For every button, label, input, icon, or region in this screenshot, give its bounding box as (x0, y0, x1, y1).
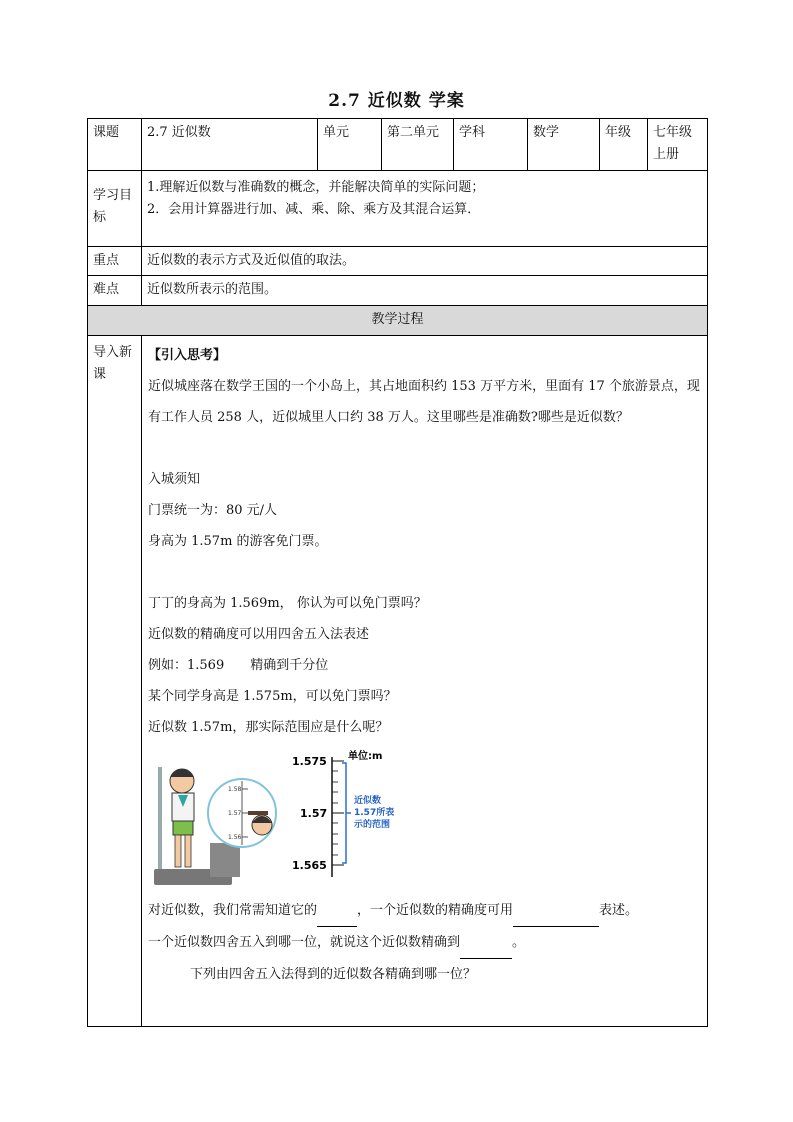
answer-blank[interactable] (317, 895, 357, 927)
bracket-label: 近似数 (354, 796, 382, 806)
goal-item: 2．会用计算器进行加、减、乘、除、乘方及其混合运算． (147, 202, 481, 217)
question-line: 例如：1.569 精确到千分位 (148, 658, 329, 673)
intro-heading: 【引入思考】 (148, 348, 227, 363)
unit-label: 单位:m (348, 751, 383, 762)
height-figure (148, 747, 701, 895)
goals-label: 学习目标 (88, 171, 142, 247)
bracket-label: 1.57所表 (354, 808, 395, 818)
key-text: 近似数的表示方式及近似值的取法。 (142, 247, 708, 276)
topic-key: 课题 (88, 119, 142, 171)
question-line: 近似数的精确度可以用四舍五入法表述 (148, 627, 370, 642)
scale-label-top: 1.575 (292, 755, 327, 768)
notice-title: 入城须知 (148, 472, 201, 487)
topic-value: 2.7 近似数 (142, 119, 318, 171)
scale-label-bottom: 1.565 (292, 859, 327, 872)
question-line: 丁丁的身高为 1.569m， 你认为可以免门票吗？ (148, 596, 427, 611)
intro-content (142, 336, 708, 1027)
lesson-table (87, 118, 708, 1027)
fill-line: 对近似数，我们常需知道它的 ，一个近似数的精确度可用 表述。 (148, 895, 701, 927)
fill-line: 一个近似数四舍五入到哪一位，就说这个近似数精确到 。 (148, 927, 701, 959)
unit-value: 第二单元 (382, 119, 454, 171)
ruler-mark: 1.58 (228, 786, 242, 793)
grade-value: 七年级上册 (648, 119, 708, 171)
difficulty-label: 难点 (88, 276, 142, 306)
question-line: 近似数 1.57m，那实际范围应是什么呢？ (148, 720, 389, 735)
page-title: 2.7 近似数 学案 (328, 91, 465, 111)
measuring-boy-illustration (148, 747, 408, 895)
question-line: 某个同学身高是 1.575m，可以免门票吗？ (148, 689, 397, 704)
answer-blank[interactable] (513, 895, 599, 927)
intro-label: 导入新课 (88, 336, 142, 1027)
goals-content (142, 171, 708, 247)
grade-key: 年级 (600, 119, 648, 171)
subject-value: 数学 (528, 119, 600, 171)
bracket-label: 示的范围 (354, 820, 391, 830)
notice-line: 门票统一为：80 元/人 (148, 503, 278, 518)
intro-para: 近似城座落在数学王国的一个小岛上，其占地面积约 153 万平方米，里面有 17 个旅游景点，现有工作人员 258 人，近似城里人口约 38 万人。这里哪些是准确数?哪些是近似数？ (148, 379, 700, 425)
unit-key: 单元 (318, 119, 382, 171)
ruler-mark: 1.56 (228, 834, 242, 841)
process-header: 教学过程 (88, 306, 708, 336)
goal-item: 1.理解近似数与准确数的概念，并能解决简单的实际问题； (147, 180, 485, 195)
difficulty-text: 近似数所表示的范围。 (142, 276, 708, 306)
scale-label-mid: 1.57 (300, 807, 328, 820)
question-line: 下列由四舍五入法得到的近似数各精确到哪一位？ (190, 967, 477, 982)
key-label: 重点 (88, 247, 142, 276)
answer-blank[interactable] (460, 927, 512, 959)
notice-line: 身高为 1.57m 的游客免门票。 (148, 534, 328, 549)
subject-key: 学科 (454, 119, 528, 171)
ruler-mark: 1.57 (228, 810, 242, 817)
